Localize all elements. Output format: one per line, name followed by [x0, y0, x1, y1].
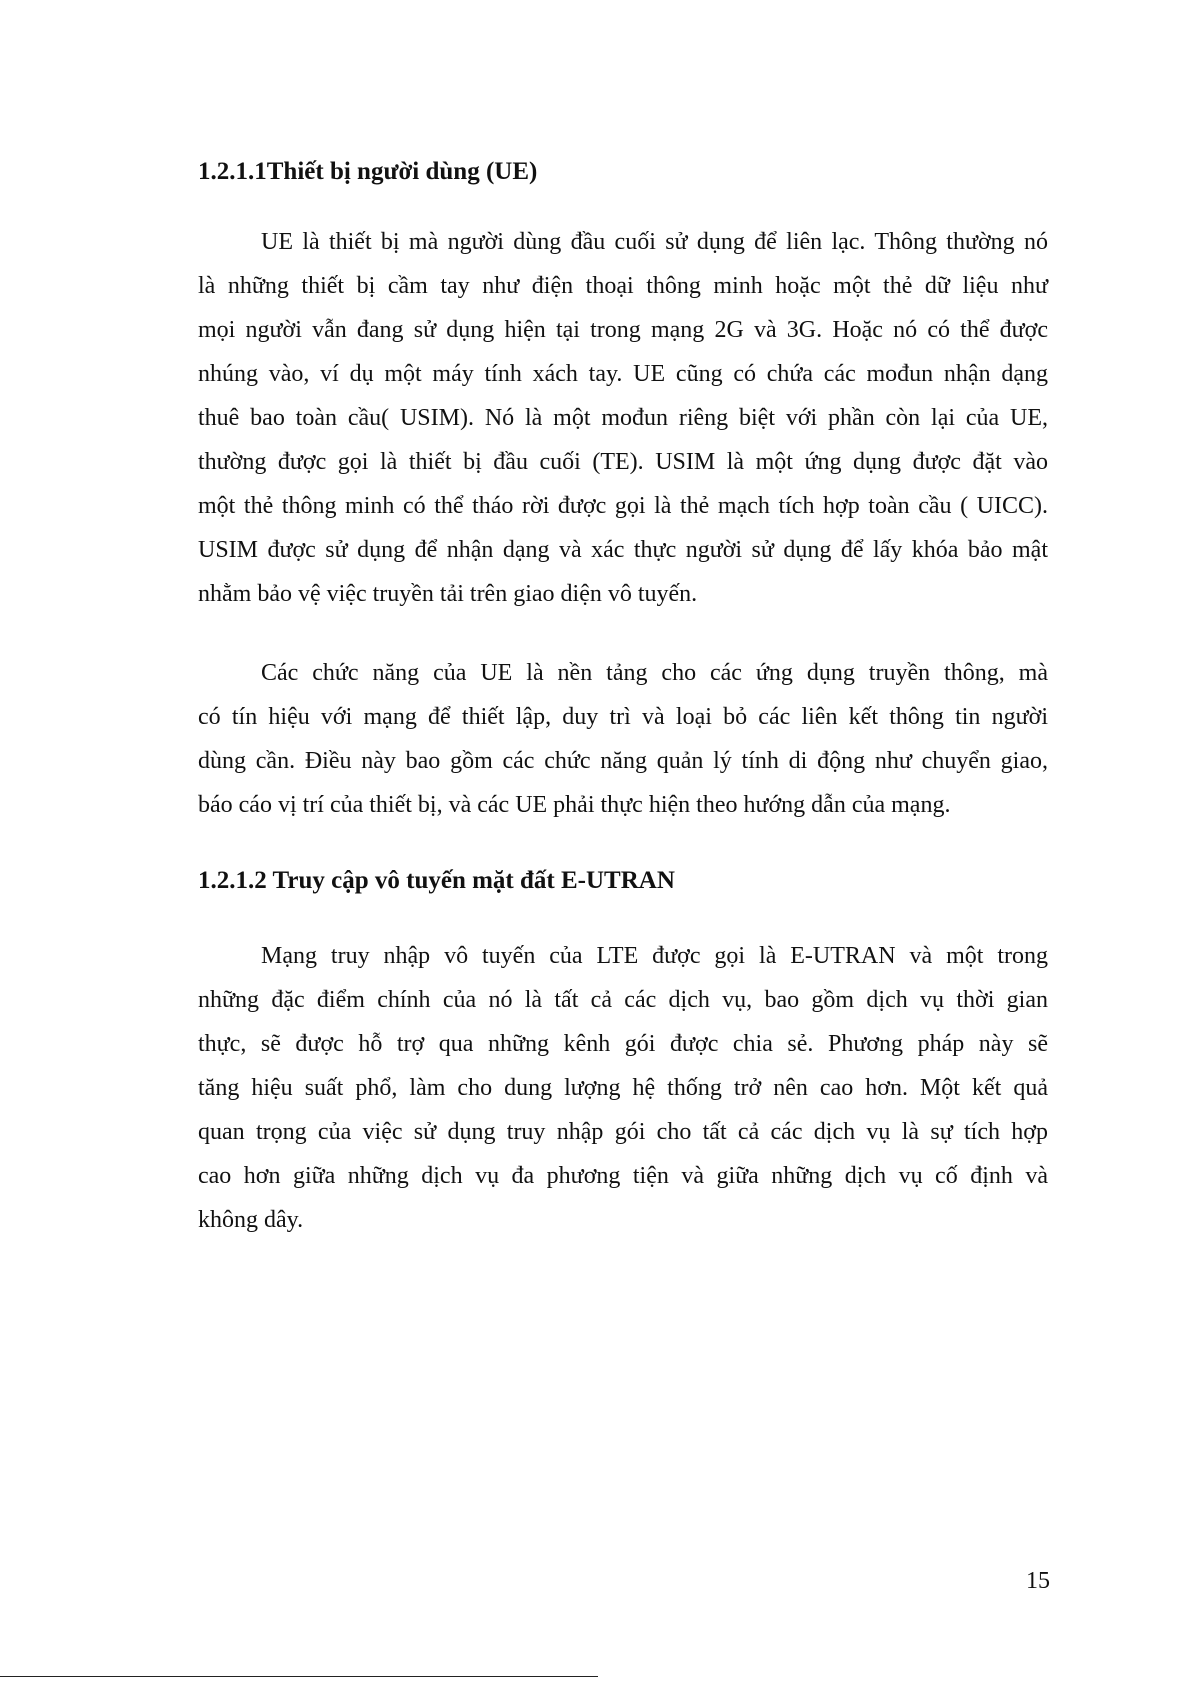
paragraph-ue-functions — [198, 651, 1048, 827]
text-line: báo cáo vị trí của thiết bị, và các UE phải thực hiện theo hướng dẫn của mạng. — [198, 792, 951, 818]
footer-divider — [0, 1676, 598, 1677]
text-line: UE là thiết bị mà người dùng đầu cuối sử dụng để liên lạc. Thông thường nó — [261, 229, 1048, 255]
text-line: những đặc điểm chính của nó là tất cả các dịch vụ, bao gồm dịch vụ thời gian — [198, 987, 1048, 1013]
page-number: 15 — [1026, 1568, 1050, 1594]
text-line: là những thiết bị cầm tay như điện thoại thông minh hoặc một thẻ dữ liệu như — [198, 273, 1048, 299]
text-line: nhằm bảo vệ việc truyền tải trên giao diện vô tuyến. — [198, 581, 698, 607]
text-line: mọi người vẫn đang sử dụng hiện tại trong mạng 2G và 3G. Hoặc nó có thể được — [198, 317, 1048, 343]
paragraph-ue-description — [198, 220, 1048, 616]
text-line: quan trọng của việc sử dụng truy nhập gói cho tất cả các dịch vụ là sự tích hợp — [198, 1119, 1048, 1145]
text-line: Các chức năng của UE là nền tảng cho các ứng dụng truyền thông, mà — [261, 660, 1048, 686]
text-line: có tín hiệu với mạng để thiết lập, duy trì và loại bỏ các liên kết thông tin người — [198, 704, 1048, 730]
text-line: nhúng vào, ví dụ một máy tính xách tay. UE cũng có chứa các mođun nhận dạng — [198, 361, 1048, 387]
text-line: thuê bao toàn cầu( USIM). Nó là một mođun riêng biệt với phần còn lại của UE, — [198, 405, 1048, 431]
text-line: thực, sẽ được hỗ trợ qua những kênh gói được chia sẻ. Phương pháp này sẽ — [198, 1031, 1048, 1057]
text-line: một thẻ thông minh có thể tháo rời được gọi là thẻ mạch tích hợp toàn cầu ( UICC). — [198, 493, 1048, 519]
text-line: Mạng truy nhập vô tuyến của LTE được gọi là E-UTRAN và một trong — [261, 943, 1048, 969]
text-line: cao hơn giữa những dịch vụ đa phương tiện và giữa những dịch vụ cố định và — [198, 1163, 1048, 1189]
section-heading-eutran: 1.2.1.2 Truy cập vô tuyến mặt đất E-UTRAN — [198, 867, 675, 894]
text-line: tăng hiệu suất phổ, làm cho dung lượng hệ thống trở nên cao hơn. Một kết quả — [198, 1075, 1048, 1101]
section-heading-ue: 1.2.1.1Thiết bị người dùng (UE) — [198, 158, 538, 185]
text-line: thường được gọi là thiết bị đầu cuối (TE). USIM là một ứng dụng được đặt vào — [198, 449, 1048, 475]
text-line: dùng cần. Điều này bao gồm các chức năng quản lý tính di động như chuyển giao, — [198, 748, 1048, 774]
paragraph-eutran-description — [198, 934, 1048, 1242]
text-line: không dây. — [198, 1207, 304, 1233]
text-line: USIM được sử dụng để nhận dạng và xác thực người sử dụng để lấy khóa bảo mật — [198, 537, 1048, 563]
